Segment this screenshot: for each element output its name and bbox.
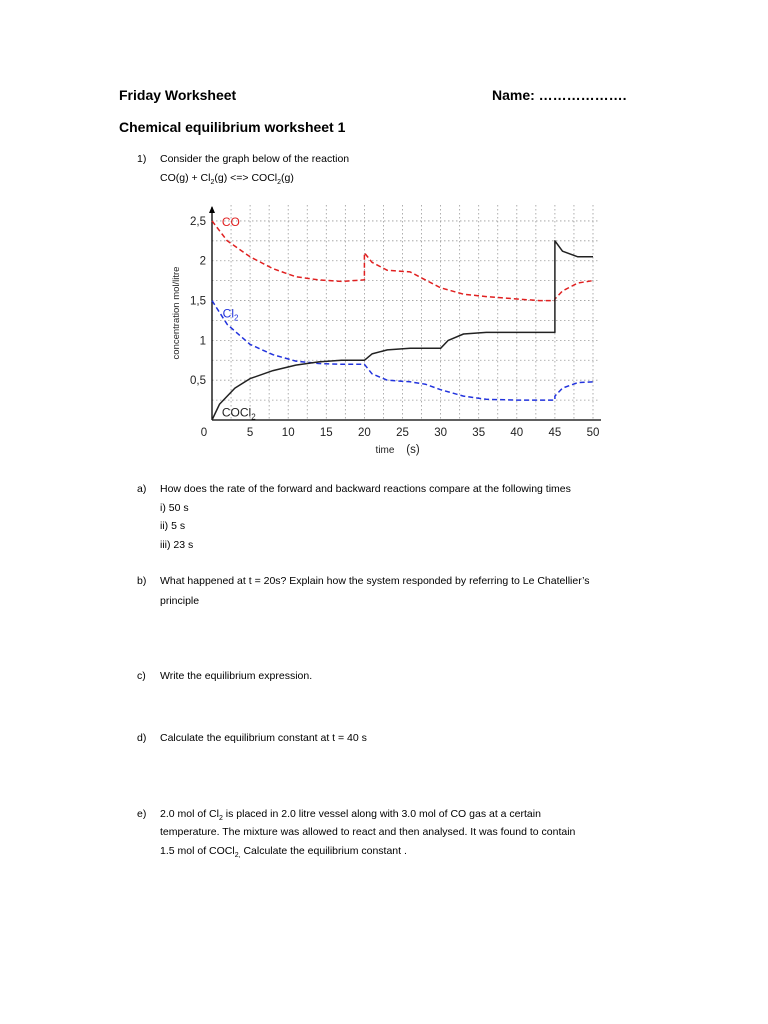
eq-part: (g) <=> COCl	[214, 172, 278, 184]
equilibrium-chart	[165, 205, 610, 460]
worksheet-title: Friday Worksheet	[119, 87, 237, 103]
question-b-text: principle	[160, 595, 200, 607]
chart-grid	[212, 205, 599, 420]
y-tick-label: 1	[199, 335, 206, 348]
text-part: 1.5 mol of COCl	[160, 845, 235, 857]
text-part: 2.0 mol of Cl	[160, 808, 219, 820]
y-tick-label: 2,5	[190, 215, 206, 228]
y-tick-label: 1,5	[190, 295, 206, 308]
question-letter: b)	[137, 575, 147, 587]
series-label-co: CO	[221, 214, 240, 229]
x-axis-unit: (s)	[406, 444, 420, 456]
eq-subscript: 2	[210, 179, 215, 187]
chart-axes	[209, 206, 601, 420]
x-tick-label: 40	[510, 427, 524, 439]
text-part: is placed in 2.0 litre vessel along with 3.0 mol of CO gas at a certain	[222, 808, 541, 820]
question-a-text: How does the rate of the forward and backward reactions compare at the following times	[160, 483, 571, 495]
series-label-subscript: 2	[234, 313, 239, 323]
y-tick-label: 2	[199, 255, 206, 268]
question-e-text: temperature. The mixture was allowed to react and then analysed. It was found to contain	[160, 826, 576, 838]
y-axis-label: concentration mol/litre	[171, 266, 182, 360]
eq-part: (g)	[281, 172, 294, 184]
series-label-cl2: $Cl_2$	[222, 306, 239, 323]
question-a-item: iii) 23 s	[160, 539, 194, 551]
name-field-label: Name: ……………….	[492, 87, 627, 103]
x-axis-label: time	[375, 445, 395, 456]
subscript: 2	[218, 815, 223, 823]
question-b-text: What happened at t = 20s? Explain how the system responded by referring to Le Chatellier’s	[160, 575, 590, 587]
question-letter: a)	[137, 483, 147, 495]
question-d-text: Calculate the equilibrium constant at t = 40 s	[160, 732, 367, 744]
x-tick-label: 30	[434, 427, 447, 439]
x-tick-label: 10	[281, 427, 295, 439]
question-number: 1)	[137, 153, 147, 165]
text-part: Calculate the equilibrium constant .	[240, 845, 407, 857]
question-a-item: ii) 5 s	[160, 520, 186, 532]
series-label-subscript: 2	[251, 412, 256, 422]
question-1-text: Consider the graph below of the reaction	[160, 153, 350, 165]
question-letter: c)	[137, 670, 146, 682]
subscript: 2,	[234, 852, 241, 860]
question-c-text: Write the equilibrium expression.	[160, 670, 313, 682]
x-tick-label: 15	[319, 427, 333, 439]
eq-part: CO(g) + Cl	[160, 172, 211, 184]
question-e-text	[160, 842, 407, 865]
question-letter: e)	[137, 808, 147, 820]
eq-subscript: 2	[277, 179, 282, 187]
y-axis-arrow	[209, 206, 215, 213]
series-label-cocl2: COCl$_2$	[221, 405, 256, 422]
x-tick-label: 25	[396, 427, 409, 439]
x-tick-label: 35	[472, 427, 486, 439]
y-tick-label: 0,5	[190, 375, 206, 388]
x-tick-label: 45	[548, 427, 562, 439]
x-tick-label: 5	[246, 427, 254, 439]
x-tick-label: 0	[200, 427, 208, 439]
reaction-equation	[160, 169, 294, 192]
x-tick-label: 20	[358, 427, 371, 439]
question-a-item: i) 50 s	[160, 502, 189, 514]
x-tick-label: 50	[586, 427, 600, 439]
worksheet-subtitle: Chemical equilibrium worksheet 1	[119, 119, 346, 135]
question-letter: d)	[137, 732, 147, 744]
